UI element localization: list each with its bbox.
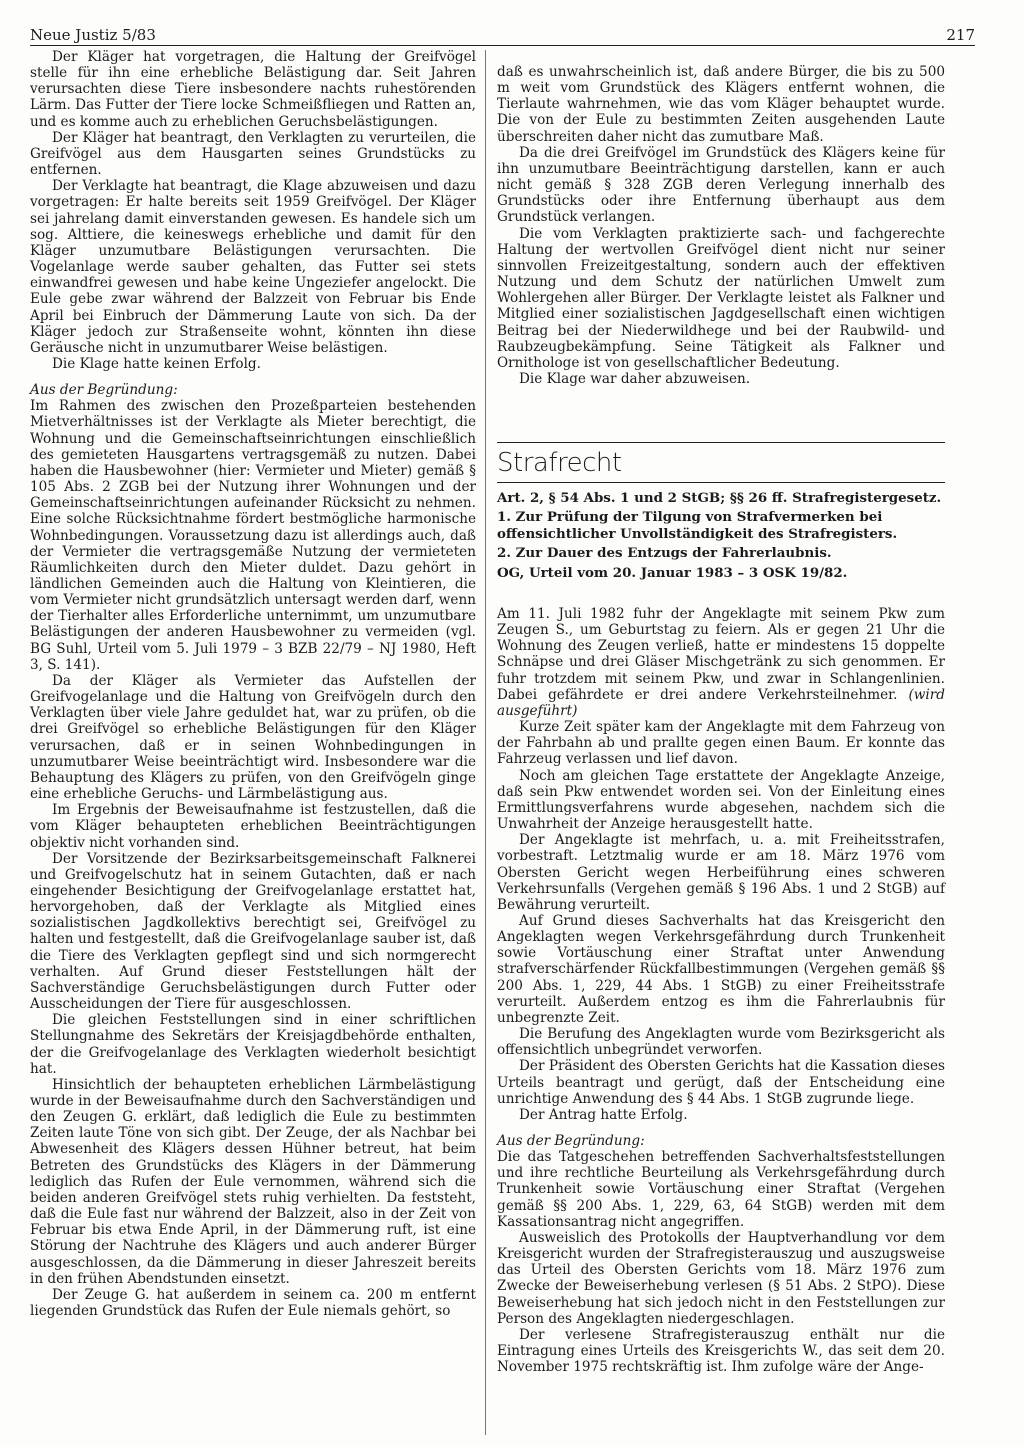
paragraph: Im Ergebnis der Beweisaufnahme ist festzustellen, daß die vom Kläger behaupteten erheblichen Beeinträchtigungen objektiv nicht vorhanden sind. [30,802,476,851]
paragraph: Der Verklagte hat beantragt, die Klage abzuweisen und dazu vorgetragen: Er halte bereits seit 1959 Greifvögel. Der Kläger sei jahrelang damit einverstanden gewesen. Es handele sich um sog. Alttiere, die keineswegs erhebliche und damit für den Kläger unzumutbare Belästigungen verursachten. Die Vogelanlage werde sauber gehalten, das Futter sei stets einwandfrei gewesen und habe keine Ungeziefer angelockt. Die Eule gebe zwar während der Balzzeit von Februar bis Ende April bei Einbruch der Dämmerung Laute von sich. Da der Kläger jedoch zur Straßenseite wohnt, könnten ihn diese Geräusche nicht in unzumutbarer Weise belästigen. [30,178,476,356]
left-column [30,49,476,1319]
paragraph: daß es unwahrscheinlich ist, daß andere Bürger, die bis zu 500 m weit vom Grundstück des Klägers entfernt wohnen, die Tierlaute wahrnehmen, wie das vom Kläger behauptet wurde. Die von der Eule zu bestimmten Zeiten ausgehenden Laute überschreiten daher nicht das zumutbare Maß. [497,64,945,145]
paragraph: Kurze Zeit später kam der Angeklagte mit dem Fahrzeug von der Fahrbahn ab und prallte gegen einen Baum. Er konnte das Fahrzeug verlassen und lief davon. [497,719,945,768]
paragraph: Der Zeuge G. hat außerdem in seinem ca. 200 m entfernt liegenden Grundstück das Rufen der Eule niemals gehört, so [30,1286,476,1320]
right-column-bottom [497,606,945,1375]
paragraph: Der Vorsitzende der Bezirksarbeitsgemeinschaft Falknerei und Greifvogelschutz hat in seinem Gutachten, daß er nach eingehender Besichtigung der Greifvogelanlage erstattet hat, hervorgehoben, daß der Verklagte als Mitglied eines sozialistischen Jagdkollektivs berechtigt sei, Greifvögel zu halten und festgestellt, daß die Greifvogelanlage sauber ist, daß die Tiere des Verklagten gepflegt sind und sich normgerecht verhalten. Auf Grund dieser Feststellungen hält der Sachverständige Geruchsbelästigungen durch Futter oder Ausscheidungen der Tiere für ausgeschlossen. [30,850,476,1013]
paragraph: Der verlesene Strafregisterauszug enthält nur die Eintragung eines Urteils des Kreisgerichts W., das seit dem 20. November 1975 rechtskräftig ist. Ihm zufolge wäre der Ange- [497,1326,945,1376]
reasons-heading: Aus der Begründung: [497,1133,645,1149]
paragraph: Ausweislich des Protokolls der Hauptverhandlung vor dem Kreisgericht wurden der Strafregisterauszug und auszugsweise das Urteil des Obersten Gerichts vom 18. März 1976 zum Zwecke der Beweiserhebung verlesen (§ 51 Abs. 2 StPO). Diese Beweiserhebung hat sich jedoch nicht in den Feststellungen zur Person des Angeklagten niedergeschlagen. [497,1229,945,1327]
paragraph: Die Berufung des Angeklagten wurde vom Bezirksgericht als offensichtlich unbegründet verworfen. [497,1026,945,1059]
headnote-citation: OG, Urteil vom 20. Januar 1983 – 3 OSK 19/82. [497,564,848,581]
headnote [497,490,945,584]
page-number: 217 [946,26,975,44]
paragraph: Der Kläger hat vorgetragen, die Haltung der Greifvögel stelle für ihn eine erhebliche Belästigung dar. Seit Jahren verursachten diese Tiere insbesondere nachts ruhestörenden Lärm. Das Futter der Tiere locke Schmeißfliegen und Ratten an, und es komme auch zu erheblichen Geruchsbelästigungen. [30,49,476,130]
paragraph: Die vom Verklagten praktizierte sach- und fachgerechte Haltung der wertvollen Greifvögel dient nicht nur seiner sinnvollen Freizeitgestaltung, sondern auch der effektiven Nutzung und dem Schutz der natürlichen Umwelt zum Wohlergehen aller Bürger. Der Verklagte leistet als Falkner und Mitglied einer sozialistischen Jagdgesellschaft einen wichtigen Beitrag bei der Niederwildhege und bei der Raubwild- und Raubzeugbekämpfung. Seine Tätigkeit als Falkner und Ornithologe ist von gesellschaftlicher Bedeutung. [497,225,945,371]
paragraph: Der Präsident des Obersten Gerichts hat die Kassation dieses Urteils beantragt und gerügt, daß der Entscheidung eine unrichtige Anwendung des § 44 Abs. 1 StGB zugrunde liege. [497,1058,945,1107]
paragraph: Der Antrag hatte Erfolg. [519,1106,688,1123]
paragraph: Noch am gleichen Tage erstattete der Angeklagte Anzeige, daß sein Pkw entwendet worden sei. Von der Einleitung eines Ermittlungsverfahrens wurde abgesehen, nachdem sich die Unwahrheit der Anzeige herausgestellt hatte. [497,767,945,833]
headnote-point: 2. Zur Dauer des Entzugs der Fahrerlaubnis. [497,545,832,562]
section-title: Strafrecht [497,448,622,478]
paragraph: Der Kläger hat beantragt, den Verklagten zu verurteilen, die Greifvögel aus dem Hausgarten seines Grundstücks zu entfernen. [30,129,476,179]
column-divider [485,50,486,1435]
paragraph: Die Klage war daher abzuweisen. [519,370,751,387]
omission-note: (wird ausgeführt) [497,686,945,719]
paragraph [497,606,945,719]
reasons-heading: Aus der Begründung: [30,382,178,399]
header-rule [30,45,975,46]
journal-title: Neue Justiz 5/83 [30,26,156,44]
paragraph: Da die drei Greifvögel im Grundstück des Klägers keine für ihn unzumutbare Beeinträchtigung darstellen, kann er auch nicht gemäß § 328 ZGB deren Verlegung innerhalb des Grundstücks oder ihre Entfernung überhaupt aus dem Grundstück verlangen. [497,144,945,226]
right-column-top [497,64,945,387]
paragraph: Die Klage hatte keinen Erfolg. [52,355,261,372]
paragraph: Der Angeklagte ist mehrfach, u. a. mit Freiheitsstrafen, vorbestraft. Letztmalig wurde er am 18. März 1976 vom Obersten Gericht wegen Herbeiführung eines schweren Verkehrsunfalls (Vergehen gemäß § 196 Abs. 1 und 2 StGB) auf Bewährung verurteilt. [497,832,945,913]
paragraph: Da der Kläger als Vermieter das Aufstellen der Greifvogelanlage und die Haltung von Greifvögeln durch den Verklagten über viele Jahre geduldet hat, war zu prüfen, ob die drei Greifvögel so erhebliche Belästigungen für den Kläger verursachen, daß er in seinen Wohnbedingungen in unzumutbarer Weise beeinträchtigt wird. Insbesondere war die Behauptung des Klägers zu prüfen, von den Greifvögeln ginge eine erhebliche Geruchs- und Lärmbelästigung aus. [30,672,476,803]
paragraph: Die gleichen Feststellungen sind in einer schriftlichen Stellungnahme des Sekretärs der Kreisjagdbehörde enthalten, der die Greifvogelanlage des Verklagten wiederholt besichtigt hat. [30,1012,476,1077]
facts-text: Am 11. Juli 1982 fuhr der Angeklagte mit seinem Pkw zum Zeugen S., um Geburtstag zu feiern. Als er gegen 21 Uhr die Wohnung des Zeugen verließ, hatte er mindestens 15 doppelte Schnäpse und drei Gläser Mischgetränk zu sich genommen. Er fuhr trotzdem mit seinem Pkw, und zwar in Schlangenlinien. Dabei gefährdete er drei andere Verkehrsteilnehmer. [497,606,945,703]
paragraph: Hinsichtlich der behaupteten erheblichen Lärmbelästigung wurde in der Beweisaufnahme durch den Sachverständigen und den Zeugen G. erklärt, daß lediglich die Eule zu bestimmten Zeiten laute Töne von sich gibt. Der Zeuge, der als Nachbar bei Abwesenheit des Klägers dessen Hühner betreut, hat beim Betreten des Grundstücks des Klägers in der Dämmerung lediglich das Rufen der Eule vernommen, während sich die beiden anderen Greifvögel stets ruhig verhielten. Da feststeht, daß die Eule fast nur während der Balzzeit, also in der Zeit von Februar bis etwa Ende April, in der Dämmerung ruft, ist eine Störung der Nachtruhe des Klägers und auch anderer Bürger ausgeschlossen, da die Dämmerung in dieser Jahreszeit bereits in den frühen Abendstunden einsetzt. [30,1076,476,1287]
paragraph: Auf Grund dieses Sachverhalts hat das Kreisgericht den Angeklagten wegen Verkehrsgefährdung durch Trunkenheit sowie Vortäuschung einer Straftat unter Anwendung strafverschärfender Rückfallbestimmungen (Vergehen gemäß §§ 200 Abs. 1, 229, 44 Abs. 1 StGB) zu einer Freiheitsstrafe verurteilt. Außerdem entzog es ihm die Fahrerlaubnis für unbegrenzte Zeit. [497,912,945,1026]
paragraph: Die das Tatgeschehen betreffenden Sachverhaltsfeststellungen und ihre rechtliche Beurteilung als Verkehrsgefährdung durch Trunkenheit sowie Vortäuschung einer Straftat (Vergehen gemäß §§ 200 Abs. 1, 229, 63, 64 StGB) werden mit dem Kassationsantrag nicht angegriffen. [497,1149,945,1230]
headnote-statutes: Art. 2, § 54 Abs. 1 und 2 StGB; §§ 26 ff. Strafregistergesetz. [497,490,942,506]
paragraph: Im Rahmen des zwischen den Prozeßparteien bestehenden Mietverhältnisses ist der Verklagte als Mieter berechtigt, die Wohnung und die Gemeinschaftseinrichtungen einschließlich des gemieteten Hausgartens vertragsgemäß zu nutzen. Dabei haben die Hausbewohner (hier: Vermieter und Mieter) gemäß § 105 Abs. 2 ZGB bei der Nutzung ihrer Wohnungen und der Gemeinschaftseinrichtungen aufeinander Rücksicht zu nehmen. Eine solche Rücksichtnahme fördert bestmögliche harmonische Wohnbedingungen. Voraussetzung dazu ist allerdings auch, daß der Vermieter die vertragsgemäße Nutzung der vermieteten Räumlichkeiten durch den Mieter duldet. Dazu gehört in ländlichen Gemeinden auch die Haltung von Kleintieren, die vom Vermieter nicht grundsätzlich untersagt werden darf, wenn der Tierhalter alles Erforderliche unternimmt, um unzumutbare Belästigungen der anderen Hausbewohner zu vermeiden (vgl. BG Suhl, Urteil vom 5. Juli 1979 – 3 BZB 22/79 – NJ 1980, Heft 3, S. 141). [30,398,476,673]
section-rule-lower [497,482,945,483]
headnote-point: 1. Zur Prüfung der Tilgung von Strafvermerken bei offensichtlicher Unvollständigkeit des Strafregisters. [497,509,898,542]
section-rule [497,442,945,443]
